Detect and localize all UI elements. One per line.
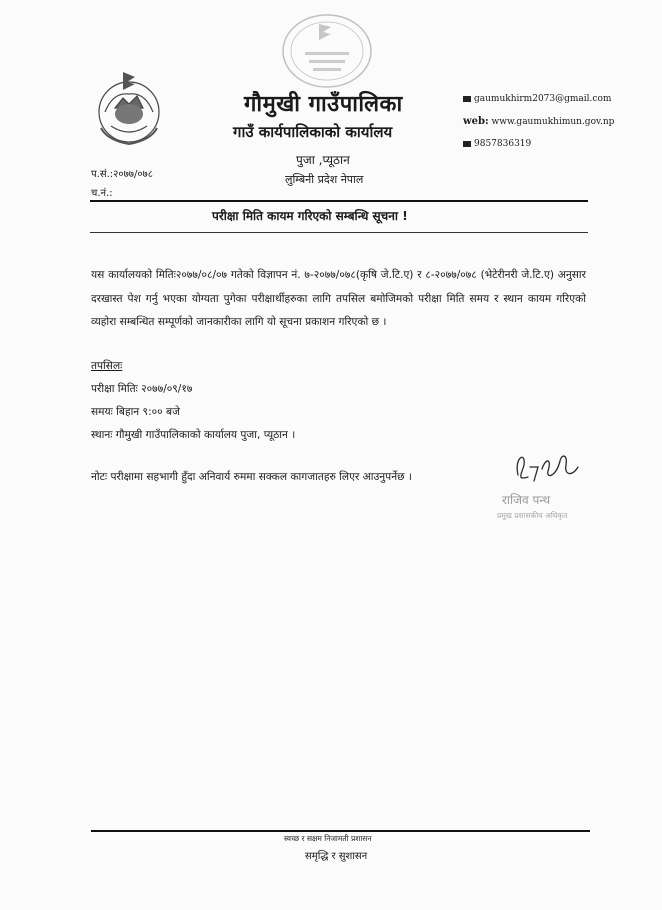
signature-image xyxy=(512,447,584,487)
phone-line xyxy=(463,139,531,149)
title-divider xyxy=(90,232,588,233)
office-name: गाउँ कार्यपालिकाको कार्यालय xyxy=(233,123,393,141)
phone-text: 9857836319 xyxy=(474,139,532,149)
location-line1: पुजा ,प्यूठान xyxy=(296,153,350,167)
chalani-number: च.नं.: xyxy=(91,188,113,199)
org-name: गौमुखी गाउँपालिका xyxy=(244,92,403,117)
office-stamp xyxy=(281,12,373,90)
exam-place: स्थानः गौमुखी गाउँपालिकाको कार्यालय पुजा, प्यूठान । xyxy=(91,429,296,441)
email-line xyxy=(463,94,611,104)
footer-divider xyxy=(91,830,590,832)
header-divider xyxy=(90,200,588,202)
nepal-emblem-logo xyxy=(93,68,165,148)
footer-slogan-1: स्वच्छ र सक्षम निजामती प्रशासन xyxy=(284,834,372,843)
email-text: gaumukhirm2073@gmail.com xyxy=(474,94,612,104)
footer-slogan-2: समृद्धि र सुशासन xyxy=(305,851,368,862)
reference-number: प.सं.:२०७७/०७८ xyxy=(91,169,153,180)
notice-title: परीक्षा मिति कायम गरिएको सम्बन्धि सूचना ! xyxy=(212,209,408,223)
phone-icon xyxy=(463,141,471,147)
email-icon xyxy=(463,96,471,102)
exam-date: परीक्षा मितिः २०७७/०९/१७ xyxy=(91,383,193,395)
signatory-title: प्रमुख प्रशासकीय अधिकृत xyxy=(497,511,568,520)
web-label: web: xyxy=(463,116,489,127)
note-text: नोटः परीक्षामा सहभागी हुँदा अनिवार्य रुममा सक्कल कागजातहरु लिएर आउनुपर्नेछ । xyxy=(91,471,412,483)
web-line xyxy=(463,116,614,127)
details-heading: तपसिलः xyxy=(91,360,123,372)
web-text: www.gaumukhimun.gov.np xyxy=(491,117,615,127)
exam-time: समयः बिहान ९:०० बजे xyxy=(91,406,180,418)
signatory-name: राजिव पन्थ xyxy=(502,493,551,507)
notice-body: यस कार्यालयको मितिः२०७७/०८/०७ गतेको विज्ञापन नं. ७-२०७७/०७८(कृषि जे.टि.ए) र ८-२०७७/०७८ (भेटेरीनरी जे.टि.ए) अनुसार दरखास्त पेश गर्नु भएका योग्यता पुगेका परीक्षार्थीहरुका लागि तपसिल बमोजिमको परीक्षा मिति समय र स्थान कायम गरिएको व्यहोरा सम्बन्धित सम्पूर्णको जानकारीका लागि यो सूचना प्रकाशन गरिएको छ । xyxy=(91,269,586,328)
location-line2: लुम्बिनी प्रदेश नेपाल xyxy=(285,173,364,186)
